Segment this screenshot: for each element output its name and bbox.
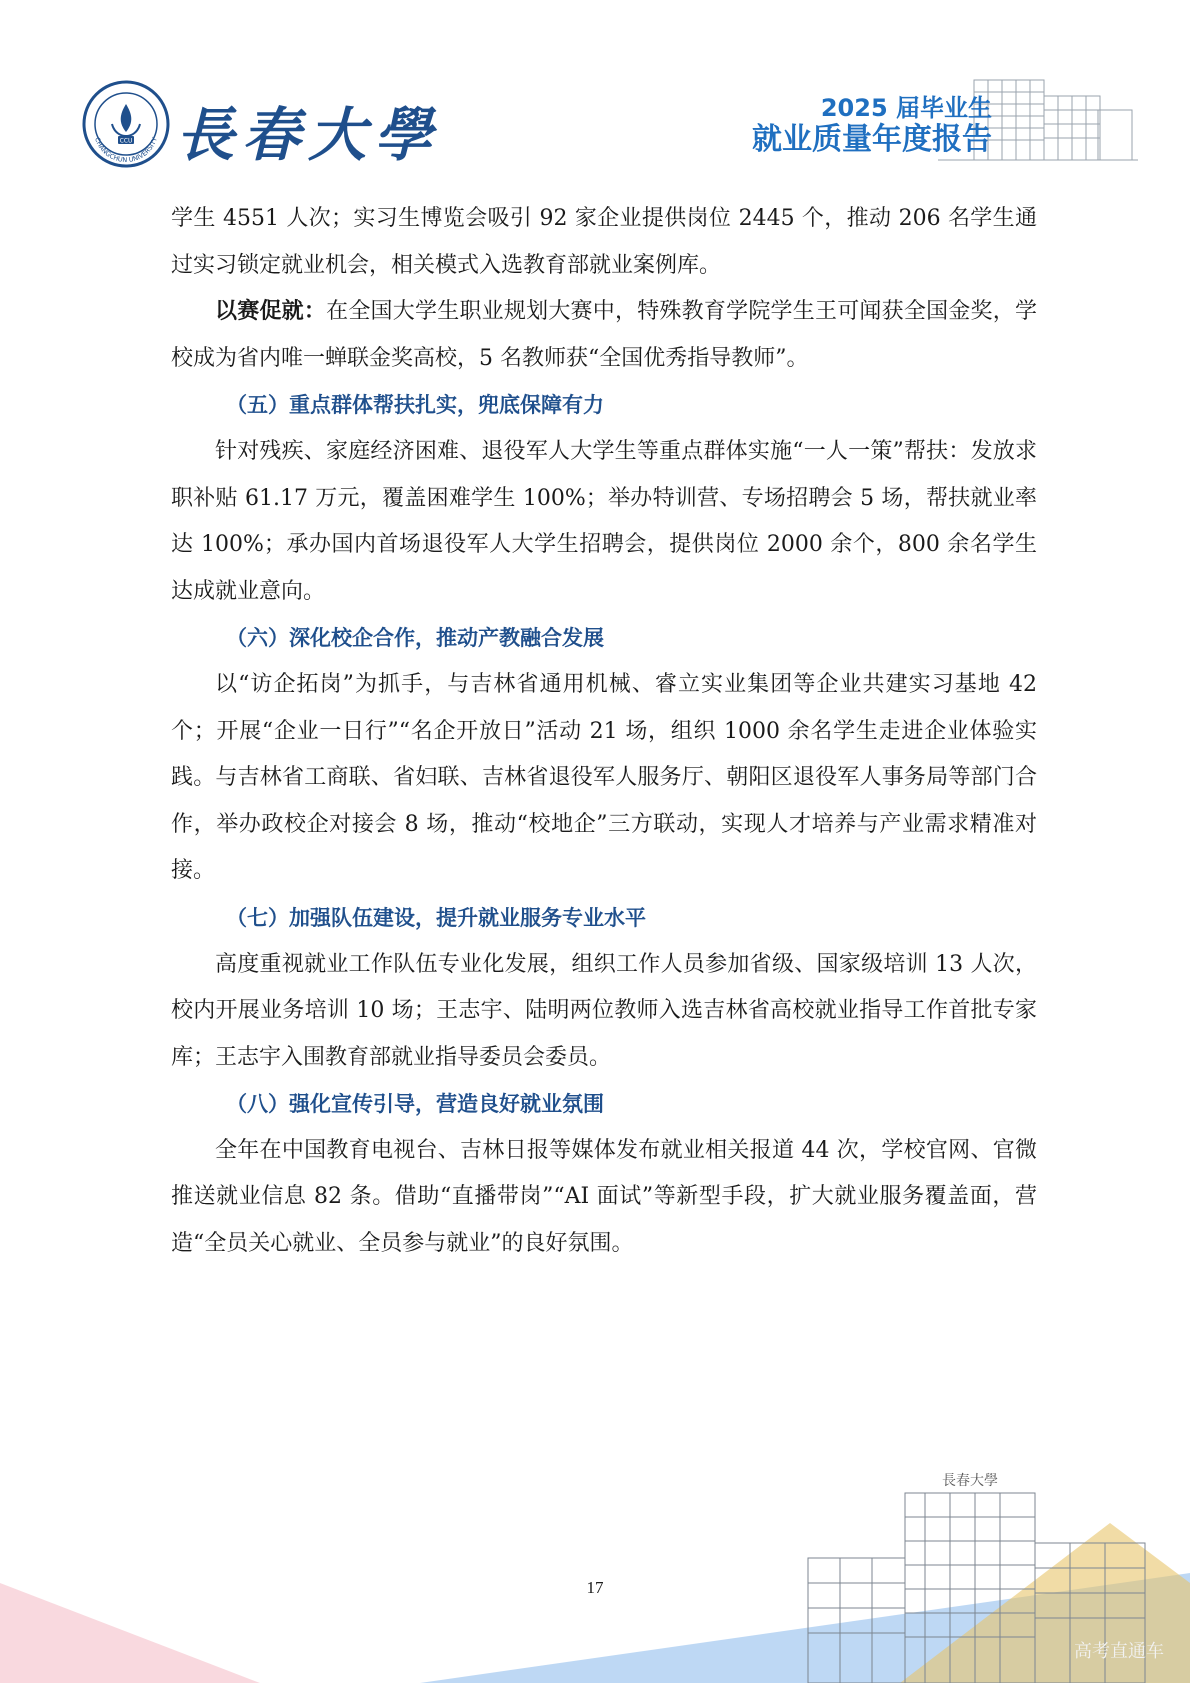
watermark-text: 高考直通车 (1074, 1641, 1164, 1662)
paragraph-publicity: 全年在中国教育电视台、吉林日报等媒体发布就业相关报道 44 次，学校官网、官微推送就业信息 82 条。借助“直播带岗”“AI 面试”等新型手段，扩大就业服务覆盖面，营造“全员关心就业、全员参与就业”的良好氛围。 (171, 1137, 1037, 1257)
page-number: 17 (586, 1578, 604, 1597)
report-title (752, 94, 992, 158)
section-heading-6: （六）深化校企合作，推动产教融合发展 (226, 626, 604, 651)
paragraph-team-building: 高度重视就业工作队伍专业化发展，组织工作人员参加省级、国家级培训 13 人次，校内开展业务培训 10 场；王志宇、陆明两位教师入选吉林省高校就业指导工作首批专家库；王志宇入围教育部就业指导委员会委员。 (171, 951, 1037, 1070)
paragraph-lead: 以赛促就： (215, 299, 327, 325)
paragraph-key-groups: 针对残疾、家庭经济困难、退役军人大学生等重点群体实施“一人一策”帮扶：发放求职补贴 61.17 万元，覆盖困难学生 100%；举办特训营、专场招聘会 5 场，帮扶就业率达 100%；承办国内首场退役军人大学生招聘会，提供岗位 2000 余个，800 余名学生达成就业意向。 (171, 438, 1037, 604)
page-header (0, 0, 1190, 180)
report-body (171, 196, 1037, 1268)
paragraph-competition (171, 289, 1037, 382)
university-logo-text: 長春大學 (176, 101, 441, 169)
paragraph-enterprise-cooperation: 以“访企拓岗”为抓手，与吉林省通用机械、睿立实业集团等企业共建实习基地 42 个；开展“企业一日行”“名企开放日”活动 21 场，组织 1000 余名学生走进企业体验实践。与吉林省工商联、省妇联、吉林省退役军人服务厅、朝阳区退役军人事务局等部门合作，举办政校企对接会 8 场，推动“校地企”三方联动，实现人才培养与产业需求精准对接。 (171, 671, 1037, 884)
svg-text:CHANGCHUN UNIVERSITY: CHANGCHUN UNIVERSITY (93, 136, 159, 165)
paragraph-internship: 学生 4551 人次；实习生博览会吸引 92 家企业提供岗位 2445 个，推动 206 名学生通过实习锁定就业机会，相关模式入选教育部就业案例库。 (171, 206, 1037, 278)
footer-campus-decoration (0, 1463, 1190, 1683)
building-sign-text: 長春大學 (942, 1473, 998, 1489)
university-seal-icon (82, 80, 170, 168)
report-title-year: 2025 届毕业生 (820, 94, 992, 122)
section-heading-8: （八）强化宣传引导，营造良好就业氛围 (226, 1092, 604, 1117)
section-heading-5: （五）重点群体帮扶扎实，兜底保障有力 (226, 393, 604, 418)
report-title-main: 就业质量年度报告 (752, 122, 992, 157)
section-heading-7: （七）加强队伍建设，提升就业服务专业水平 (226, 905, 646, 930)
svg-text:CCU: CCU (119, 137, 133, 145)
paragraph-text: 在全国大学生职业规划大赛中，特殊教育学院学生王可闻获全国金奖，学校成为省内唯一蝉联金奖高校，5 名教师获“全国优秀指导教师”。 (171, 299, 1037, 371)
